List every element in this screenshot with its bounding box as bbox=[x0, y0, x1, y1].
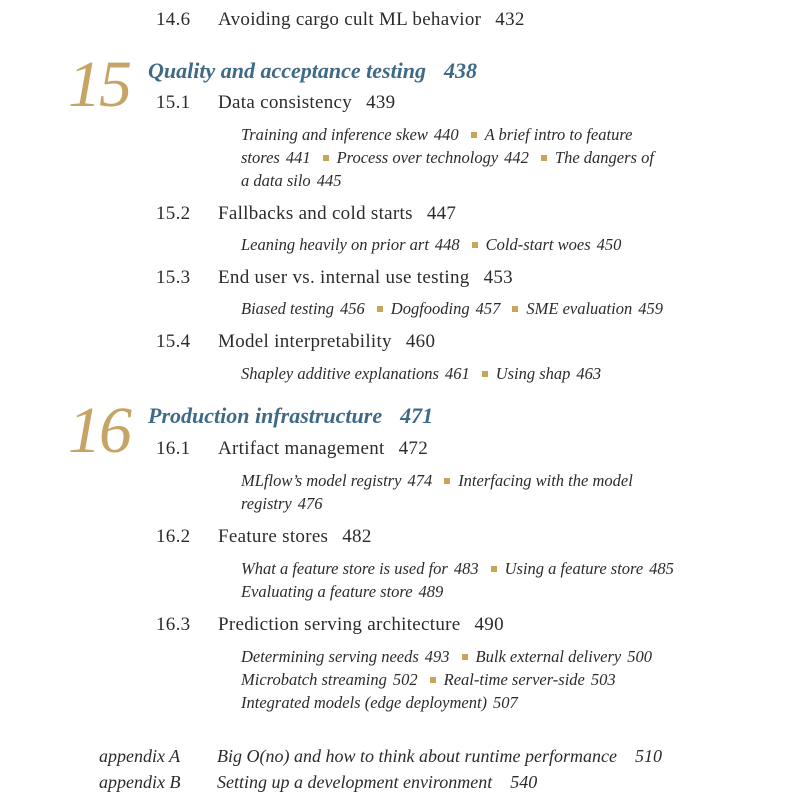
section-page: 439 bbox=[366, 92, 396, 113]
subsection-line bbox=[241, 645, 656, 668]
subsection-line bbox=[241, 123, 654, 146]
subsection-item[interactable]: Leaning heavily on prior art 448 bbox=[241, 235, 460, 254]
appendix-page: 510 bbox=[634, 746, 662, 766]
subsection-item[interactable]: registry 476 bbox=[241, 494, 323, 513]
chapter-title-16[interactable]: Production infrastructure 471 bbox=[148, 403, 434, 428]
section-number: 15.2 bbox=[156, 203, 191, 224]
bullet-separator bbox=[377, 306, 383, 312]
appendix-title: Big O(no) and how to think about runtime performance 510 bbox=[217, 746, 662, 766]
chapter-title-15[interactable]: Quality and acceptance testing 438 bbox=[148, 58, 478, 83]
bullet-separator bbox=[472, 242, 478, 248]
subsection-item[interactable]: Using a feature store 485 bbox=[504, 559, 674, 578]
chapter-page: 471 bbox=[400, 403, 434, 428]
subsection-item[interactable]: Using shap 463 bbox=[495, 364, 602, 383]
section-number: 16.1 bbox=[156, 438, 191, 459]
chapter-number-16: 16 bbox=[68, 394, 130, 467]
section-title: Avoiding cargo cult ML behavior 432 bbox=[218, 9, 525, 30]
section-title: Feature stores 482 bbox=[218, 526, 372, 547]
subsection-item[interactable]: Shapley additive explanations 461 bbox=[241, 364, 470, 383]
section-title: End user vs. internal use testing 453 bbox=[218, 267, 513, 288]
section-page: 460 bbox=[405, 331, 436, 352]
section-title: Prediction serving architecture 490 bbox=[218, 614, 504, 635]
subsection-line bbox=[241, 169, 654, 192]
section-title: Artifact management 472 bbox=[218, 438, 429, 459]
subsection-item[interactable]: Evaluating a feature store 489 bbox=[241, 582, 444, 601]
subsection-line bbox=[241, 557, 678, 580]
appendix-label: appendix A bbox=[99, 746, 181, 766]
subsection-line bbox=[241, 362, 605, 385]
subsection-item[interactable]: Interfacing with the model bbox=[458, 471, 633, 490]
cropped-previous-line bbox=[240, 0, 540, 2]
subsection-line bbox=[241, 297, 667, 320]
subsection-list bbox=[241, 297, 667, 320]
section-page: 453 bbox=[483, 267, 513, 288]
subsection-item[interactable]: A brief intro to feature bbox=[484, 125, 633, 144]
chapter-number-15: 15 bbox=[68, 48, 130, 121]
subsection-list bbox=[241, 233, 625, 256]
subsection-item[interactable]: Real-time server-side 503 bbox=[443, 670, 616, 689]
section-page: 482 bbox=[342, 526, 372, 547]
subsection-item[interactable]: Determining serving needs 493 bbox=[241, 647, 450, 666]
section-number: 16.2 bbox=[156, 526, 191, 547]
subsection-line bbox=[241, 492, 633, 515]
section-page: 447 bbox=[426, 203, 457, 224]
appendix-page: 540 bbox=[510, 772, 538, 792]
bullet-separator bbox=[541, 155, 547, 161]
section-page: 472 bbox=[398, 438, 429, 459]
subsection-item[interactable]: Microbatch streaming 502 bbox=[241, 670, 418, 689]
bullet-separator bbox=[491, 566, 497, 572]
subsection-line bbox=[241, 146, 654, 169]
subsection-line bbox=[241, 469, 633, 492]
subsection-line bbox=[241, 691, 656, 714]
subsection-item[interactable]: Integrated models (edge deployment) 507 bbox=[241, 693, 518, 712]
subsection-line bbox=[241, 233, 625, 256]
bullet-separator bbox=[430, 677, 436, 683]
section-page: 490 bbox=[474, 614, 504, 635]
bullet-separator bbox=[462, 654, 468, 660]
bullet-separator bbox=[444, 478, 450, 484]
subsection-item[interactable]: Dogfooding 457 bbox=[390, 299, 501, 318]
section-number: 15.4 bbox=[156, 331, 191, 352]
section-number: 14.6 bbox=[156, 9, 191, 30]
appendix-label: appendix B bbox=[99, 772, 181, 792]
subsection-list bbox=[241, 362, 605, 385]
subsection-item[interactable]: a data silo 445 bbox=[241, 171, 342, 190]
subsection-list bbox=[241, 645, 656, 714]
section-title: Model interpretability 460 bbox=[218, 331, 436, 352]
subsection-item[interactable]: Training and inference skew 440 bbox=[241, 125, 459, 144]
subsection-item[interactable]: MLflow’s model registry 474 bbox=[241, 471, 433, 490]
subsection-item[interactable]: What a feature store is used for 483 bbox=[241, 559, 479, 578]
subsection-list bbox=[241, 557, 678, 603]
section-number: 16.3 bbox=[156, 614, 191, 635]
subsection-line bbox=[241, 580, 678, 603]
section-number: 15.1 bbox=[156, 92, 191, 113]
section-title: Data consistency 439 bbox=[218, 92, 396, 113]
section-title: Fallbacks and cold starts 447 bbox=[218, 203, 457, 224]
bullet-separator bbox=[323, 155, 329, 161]
bullet-separator bbox=[482, 371, 488, 377]
bullet-separator bbox=[512, 306, 518, 312]
subsection-line bbox=[241, 668, 656, 691]
subsection-item[interactable]: Bulk external delivery 500 bbox=[475, 647, 652, 666]
subsection-item[interactable]: The dangers of bbox=[554, 148, 654, 167]
chapter-page: 438 bbox=[444, 58, 478, 83]
subsection-list bbox=[241, 123, 654, 192]
bullet-separator bbox=[471, 132, 477, 138]
subsection-item[interactable]: SME evaluation 459 bbox=[526, 299, 663, 318]
section-number: 15.3 bbox=[156, 267, 191, 288]
subsection-item[interactable]: stores 441 bbox=[241, 148, 311, 167]
subsection-list bbox=[241, 469, 633, 515]
section-page: 432 bbox=[495, 9, 525, 30]
appendix-title: Setting up a development environment 540 bbox=[217, 772, 538, 792]
subsection-item[interactable]: Biased testing 456 bbox=[241, 299, 365, 318]
subsection-item[interactable]: Cold-start woes 450 bbox=[485, 235, 622, 254]
subsection-item[interactable]: Process over technology 442 bbox=[336, 148, 529, 167]
